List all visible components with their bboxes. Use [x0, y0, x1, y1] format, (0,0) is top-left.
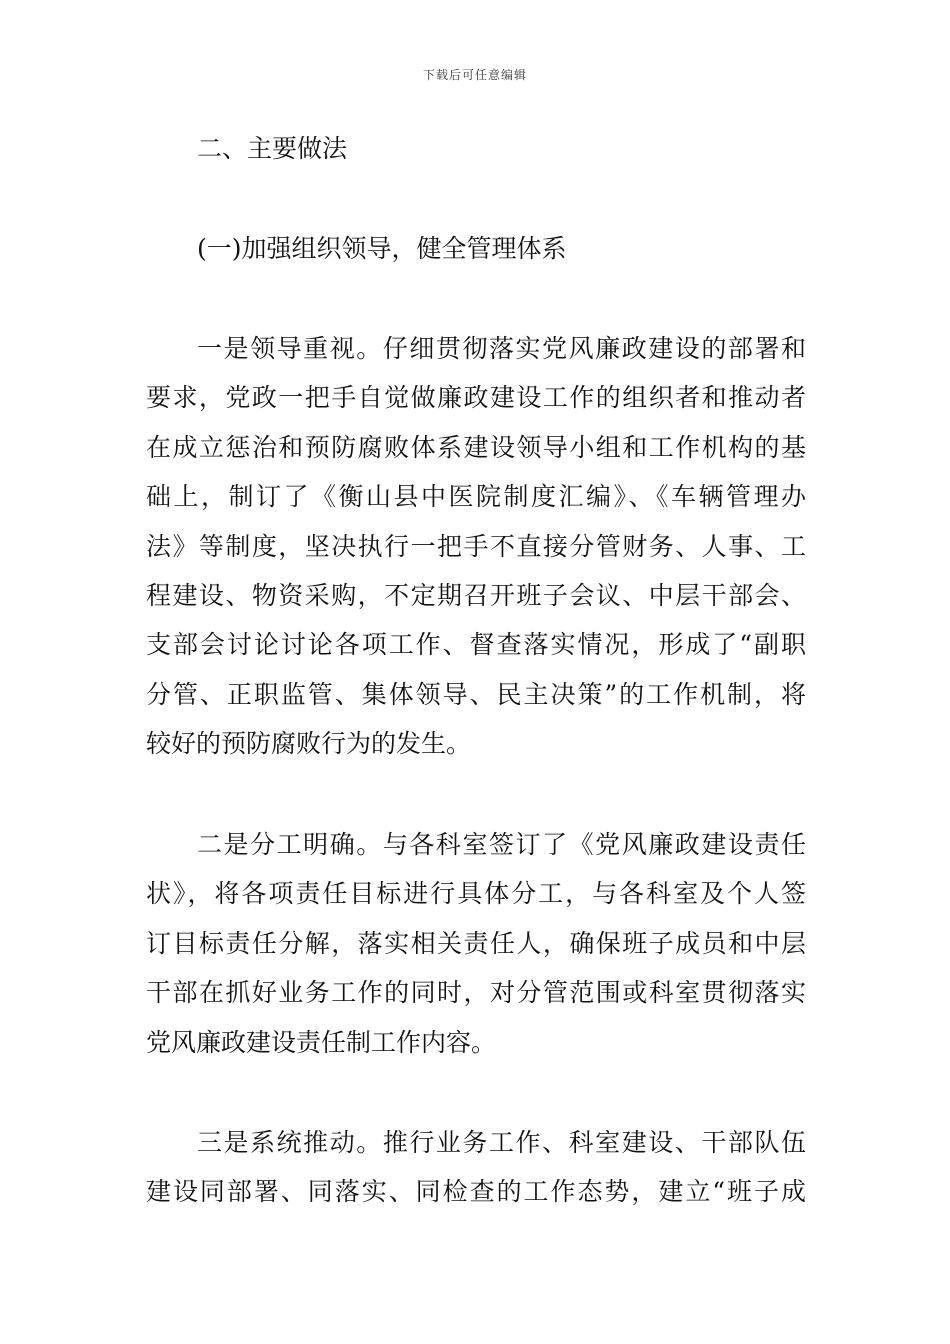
- paragraph-line: 法》等制度，坚决执行一把手不直接分管财务、人事、工: [146, 531, 806, 561]
- paragraph-leadership: [146, 334, 806, 779]
- paragraph-line: 础上，制订了《衡山县中医院制度汇编》、《车辆管理办: [146, 482, 806, 512]
- paragraph-promotion: [146, 1128, 806, 1227]
- paragraph-line: 订目标责任分解，落实相关责任人，确保班子成员和中层: [146, 928, 806, 958]
- paragraph-line: 二是分工明确。与各科室签订了《党风廉政建设责任: [197, 830, 806, 859]
- paragraph-line: 分管、正职监管、集体领导、民主决策”的工作机制，将: [146, 679, 806, 709]
- section-heading: 二、主要做法: [197, 134, 348, 163]
- paragraph-line: 要求，党政一把手自觉做廉政建设工作的组织者和推动者: [146, 383, 806, 413]
- paragraph-line: 建设同部署、同落实、同检查的工作态势，建立“班子成: [146, 1177, 806, 1207]
- paragraph-line: 党风廉政建设责任制工作内容。: [146, 1027, 497, 1057]
- paragraph-line: 支部会讨论讨论各项工作、督查落实情况，形成了“副职: [146, 630, 806, 660]
- paragraph-line: 三是系统推动。推行业务工作、科室建设、干部队伍: [197, 1128, 806, 1157]
- subsection-heading: (一)加强组织领导，健全管理体系: [197, 234, 567, 263]
- paragraph-division: [146, 830, 806, 1077]
- paragraph-line: 状》，将各项责任目标进行具体分工，与各科室及个人签: [146, 879, 806, 909]
- paragraph-line: 在成立惩治和预防腐败体系建设领导小组和工作机构的基: [146, 432, 806, 462]
- paragraph-line: 干部在抓好业务工作的同时，对分管范围或科室贯彻落实: [146, 978, 806, 1008]
- paragraph-line: 较好的预防腐败行为的发生。: [146, 729, 472, 759]
- paragraph-line: 一是领导重视。仔细贯彻落实党风廉政建设的部署和: [197, 334, 806, 363]
- paragraph-line: 程建设、物资采购，不定期召开班子会议、中层干部会、: [146, 580, 806, 610]
- page-watermark: 下载后可任意编辑: [422, 68, 527, 82]
